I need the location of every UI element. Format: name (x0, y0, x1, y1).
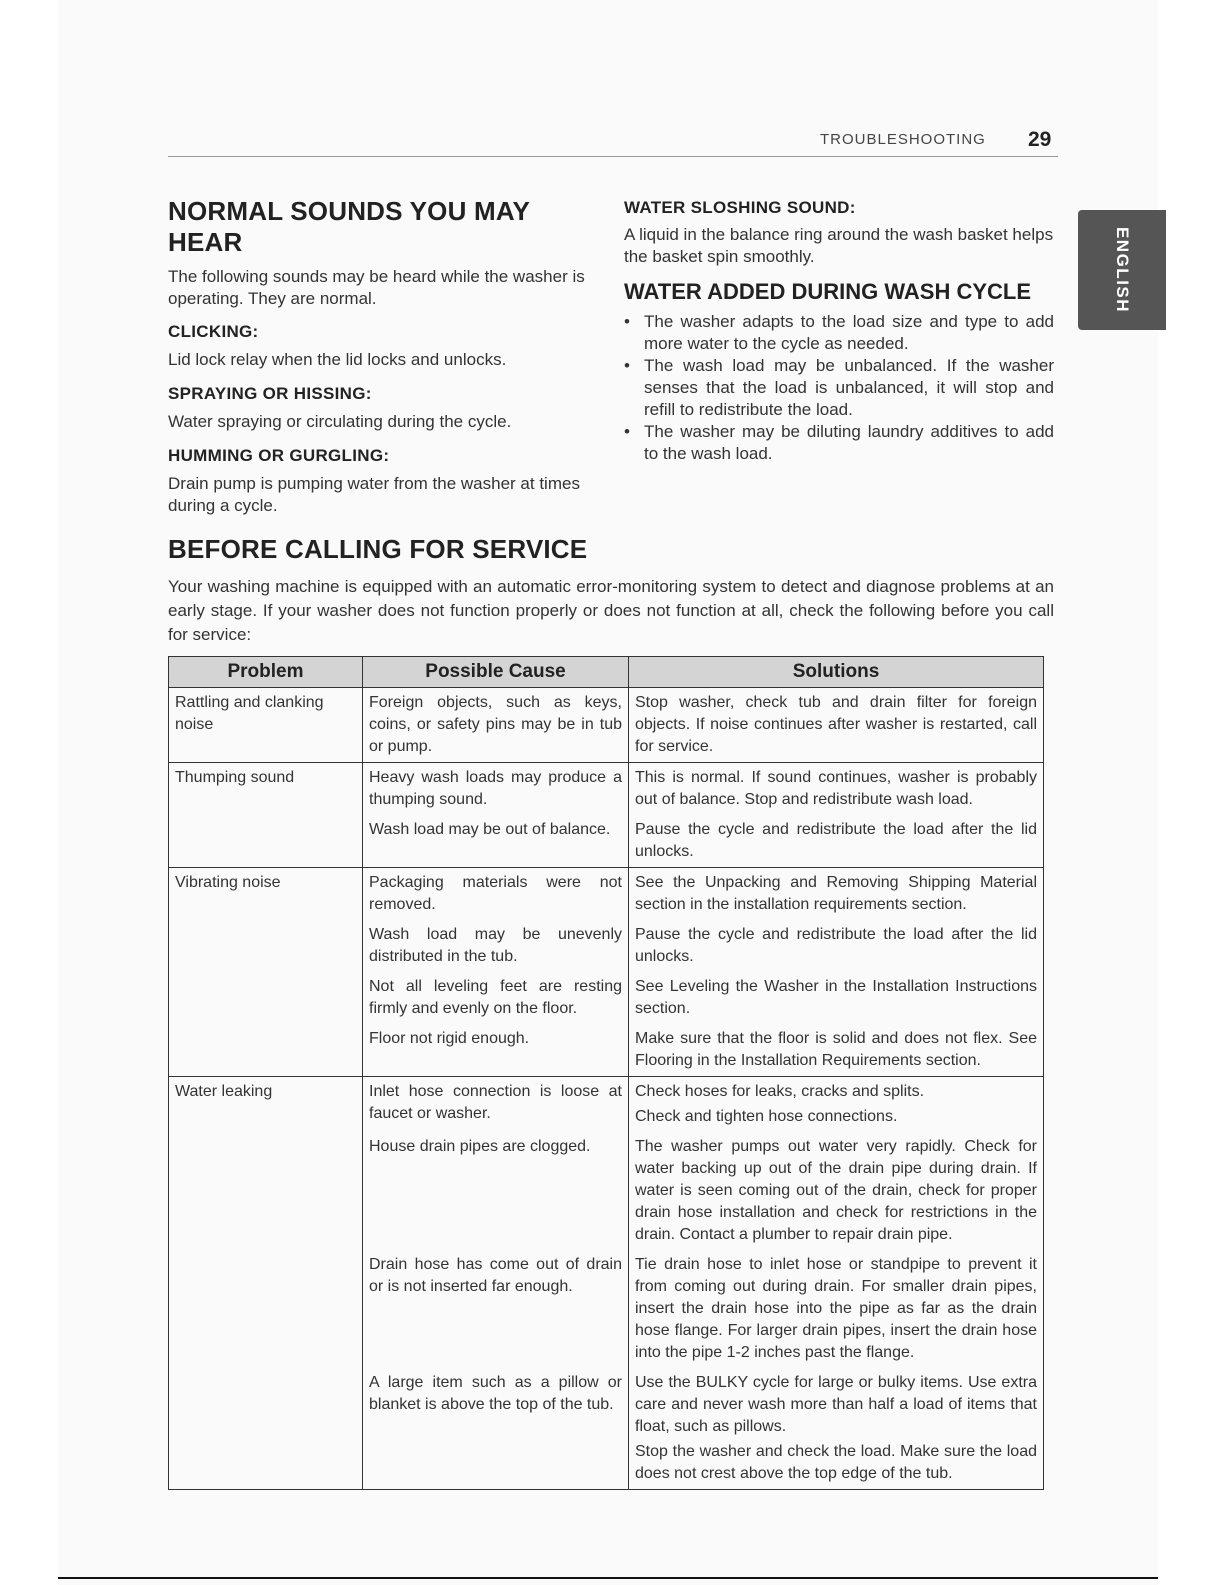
cause-cell: Wash load may be unevenly distributed in the tub. (363, 920, 629, 972)
problem-cell: Vibrating noise (169, 868, 363, 921)
cause-cell: Inlet hose connection is loose at faucet or washer. (363, 1077, 629, 1133)
table-row (169, 688, 1044, 763)
header-divider (168, 156, 1058, 157)
bottom-divider (58, 1577, 1158, 1579)
table-row (169, 868, 1044, 921)
cause-cell: Floor not rigid enough. (363, 1024, 629, 1077)
solution-line: Check and tighten hose connections. (635, 1108, 898, 1125)
solution-cell: See Leveling the Washer in the Installation Instructions section. (629, 972, 1044, 1024)
column-header-cause: Possible Cause (363, 657, 629, 688)
list-item: • The washer may be diluting laundry additives to add to the wash load. (624, 422, 1054, 463)
cause-cell: A large item such as a pillow or blanket is above the top of the tub. (363, 1368, 629, 1490)
table-row (169, 815, 1044, 868)
solution-cell: The washer pumps out water very rapidly. Check for water backing up out of the drain pipe during drain. If water is seen coming out of the drain, check for proper drain hose installation and check for restrictions in the drain. Contact a plumber to repair drain pipe. (629, 1132, 1044, 1250)
cause-cell: Foreign objects, such as keys, coins, or safety pins may be in tub or pump. (363, 688, 629, 763)
solution-line: Stop the washer and check the load. Make sure the load does not crest above the top edge of the tub. (635, 1443, 1037, 1482)
problem-cell (169, 1368, 363, 1490)
table-row (169, 763, 1044, 816)
water-added-title: WATER ADDED DURING WASH CYCLE (624, 279, 1031, 304)
table-header-row (169, 657, 1044, 688)
solution-line: Check hoses for leaks, cracks and splits. (635, 1083, 925, 1100)
cause-cell: Packaging materials were not removed. (363, 868, 629, 921)
normal-sounds-section (168, 196, 598, 530)
table-row (169, 920, 1044, 972)
normal-sounds-intro: The following sounds may be heard while the washer is operating. They are normal. (168, 267, 585, 308)
troubleshooting-table (168, 656, 1044, 1490)
solution-cell: See the Unpacking and Removing Shipping Material section in the installation requirements section. (629, 868, 1044, 921)
table-row (169, 1132, 1044, 1250)
problem-cell: Water leaking (169, 1077, 363, 1133)
cause-cell: House drain pipes are clogged. (363, 1132, 629, 1250)
cause-cell: Wash load may be out of balance. (363, 815, 629, 868)
normal-sounds-title: NORMAL SOUNDS YOU MAY HEAR (168, 196, 530, 257)
list-item: • The washer adapts to the load size and type to add more water to the cycle as needed. (624, 312, 1054, 353)
sound-text-clicking: Lid lock relay when the lid locks and unlocks. (168, 350, 507, 369)
right-column (624, 198, 1054, 465)
column-header-solutions: Solutions (629, 657, 1044, 688)
problem-cell (169, 972, 363, 1024)
page-number: 29 (1028, 128, 1052, 151)
cause-cell: Drain hose has come out of drain or is not inserted far enough. (363, 1250, 629, 1368)
solution-cell: Stop washer, check tub and drain filter for foreign objects. If noise continues after washer is restarted, call for service. (629, 688, 1044, 763)
service-title: BEFORE CALLING FOR SERVICE (168, 534, 588, 564)
table-row (169, 1250, 1044, 1368)
sound-text-humming: Drain pump is pumping water from the washer at times during a cycle. (168, 474, 580, 515)
problem-cell: Thumping sound (169, 763, 363, 816)
table-row (169, 972, 1044, 1024)
list-item: • The wash load may be unbalanced. If the washer senses that the load is unbalanced, it will stop and refill to redistribute the load. (624, 356, 1054, 419)
sloshing-heading: WATER SLOSHING SOUND: (624, 198, 856, 217)
solution-cell: This is normal. If sound continues, washer is probably out of balance. Stop and redistribute wash load. (629, 763, 1044, 816)
solution-cell (629, 1368, 1044, 1490)
solution-cell: Pause the cycle and redistribute the load after the lid unlocks. (629, 920, 1044, 972)
sound-heading-clicking: CLICKING: (168, 322, 259, 341)
service-intro: Your washing machine is equipped with an automatic error-monitoring system to detect and diagnose problems at an early stage. If your washer does not function properly or does not function at all, check the following before you call for service: (168, 577, 1054, 644)
problem-cell (169, 920, 363, 972)
running-header: TROUBLESHOOTING (820, 131, 986, 148)
solution-line: Use the BULKY cycle for large or bulky items. Use extra care and never wash more than half a load of items that float, such as pillows. (635, 1374, 1037, 1435)
problem-cell (169, 1132, 363, 1250)
column-header-problem: Problem (169, 657, 363, 688)
sound-heading-spraying: SPRAYING OR HISSING: (168, 384, 372, 403)
solution-cell (629, 1077, 1044, 1133)
language-tab-label: ENGLISH (1113, 226, 1132, 314)
problem-cell (169, 1024, 363, 1077)
cause-cell: Heavy wash loads may produce a thumping sound. (363, 763, 629, 816)
sloshing-text: A liquid in the balance ring around the wash basket helps the basket spin smoothly. (624, 225, 1054, 266)
table-row (169, 1368, 1044, 1490)
solution-cell: Pause the cycle and redistribute the load after the lid unlocks. (629, 815, 1044, 868)
solution-cell: Tie drain hose to inlet hose or standpipe to prevent it from coming out during drain. For smaller drain pipes, insert the drain hose into the pipe as far as the drain hose flange. For larger drain pipes, insert the drain hose into the pipe 1-2 inches past the flange. (629, 1250, 1044, 1368)
problem-cell (169, 815, 363, 868)
table-row (169, 1024, 1044, 1077)
table-row (169, 1077, 1044, 1133)
solution-cell: Make sure that the floor is solid and does not flex. See Flooring in the Installation Requirements section. (629, 1024, 1044, 1077)
language-tab (1078, 210, 1166, 330)
problem-cell: Rattling and clanking noise (169, 688, 363, 763)
water-added-list (624, 311, 1054, 465)
service-section (168, 534, 1054, 647)
problem-cell (169, 1250, 363, 1368)
cause-cell: Not all leveling feet are resting firmly and evenly on the floor. (363, 972, 629, 1024)
sound-text-spraying: Water spraying or circulating during the cycle. (168, 412, 512, 431)
sound-heading-humming: HUMMING OR GURGLING: (168, 446, 390, 465)
